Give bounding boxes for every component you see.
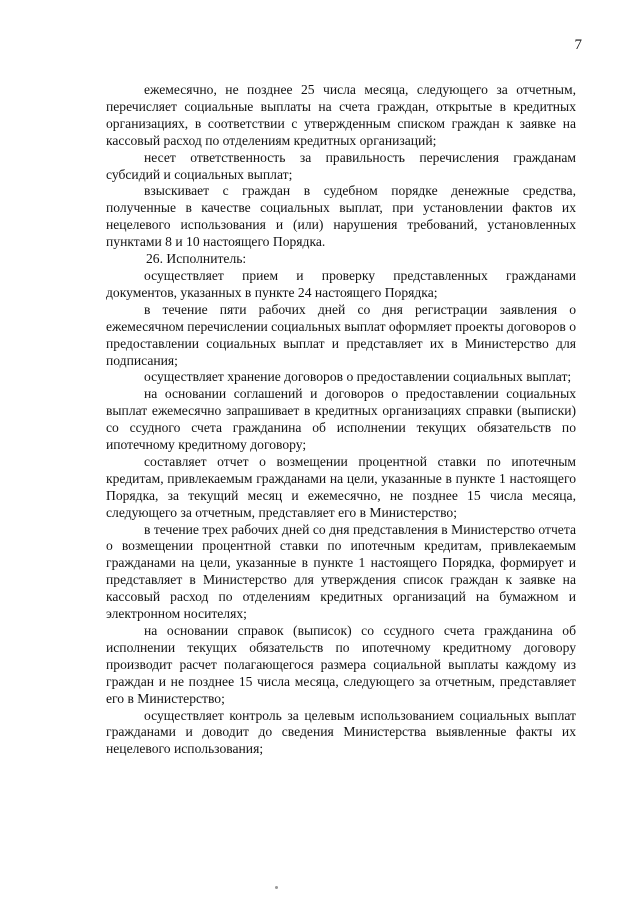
scan-speck (275, 886, 278, 889)
paragraph-contract-drafts: в течение пяти рабочих дней со дня регистрации заявления о ежемесячном перечислении социальных выплат оформляет проекты договоров о предоставлении социальных выплат и представляет их в Министерство для подписания; (106, 301, 576, 368)
section-heading-executor: 26. Исполнитель: (146, 251, 247, 267)
paragraph-interest-report: составляет отчет о возмещении процентной ставки по ипотечным кредитам, привлекаемым гражданами на цели, указанные в пункте 1 настоящего Порядка, за текущий месяц и ежемесячно, не позднее 15 числа месяца, следующего за отчетным, представляет его в Министерство; (106, 453, 576, 520)
document-body (106, 82, 576, 758)
paragraph-monthly-transfer: ежемесячно, не позднее 25 числа месяца, следующего за отчетным, перечисляет социальные выплаты на счета граждан, открытые в кредитных организациях, в соответствии с утвержденным списком граждан к заявке на кассовый расход по отделениям кредитных организаций; (106, 82, 576, 148)
page-number: 7 (574, 37, 582, 53)
paragraph-usage-control: осуществляет контроль за целевым использованием социальных выплат гражданами и доводит до сведения Министерства выявленные факты их нецелевого использования; (106, 707, 576, 757)
paragraph-contract-storage: осуществляет хранение договоров о предоставлении социальных выплат; (144, 369, 572, 385)
paragraph-responsibility: несет ответственность за правильность перечисления гражданам субсидий и социальных выплат; (106, 149, 576, 182)
paragraph-payment-calculation: на основании справок (выписок) со ссудного счета гражданина об исполнении текущих обязательств по ипотечному кредитному договору производит расчет полагающегося размера социальной выплаты каждому из граждан и не позднее 15 числа месяца, следующего за отчетным, представляет его в Министерство; (106, 623, 576, 706)
paragraph-citizen-list: в течение трех рабочих дней со дня представления в Министерство отчета о возмещении процентной ставки по ипотечным кредитам, привлекаемым гражданами на цели, указанные в пункте 1 настоящего Порядка, формирует и представляет в Министерство для утверждения список граждан к заявке на кассовый расход по отделениям кредитных организаций на бумажном и электронном носителях; (106, 521, 576, 622)
paragraph-document-check: осуществляет прием и проверку представленных гражданами документов, указанных в пункте 24 настоящего Порядка; (106, 267, 576, 300)
paragraph-recovery: взыскивает с граждан в судебном порядке денежные средства, полученные в качестве социальных выплат, при установлении фактов их нецелевого использования и (или) нарушения требований, установленных пунктами 8 и 10 настоящего Порядка. (106, 183, 576, 250)
paragraph-bank-statements: на основании соглашений и договоров о предоставлении социальных выплат ежемесячно запрашивает в кредитных организациях справки (выписки) со ссудного счета гражданина об исполнении текущих обязательств по ипотечному кредитному договору; (106, 386, 576, 453)
